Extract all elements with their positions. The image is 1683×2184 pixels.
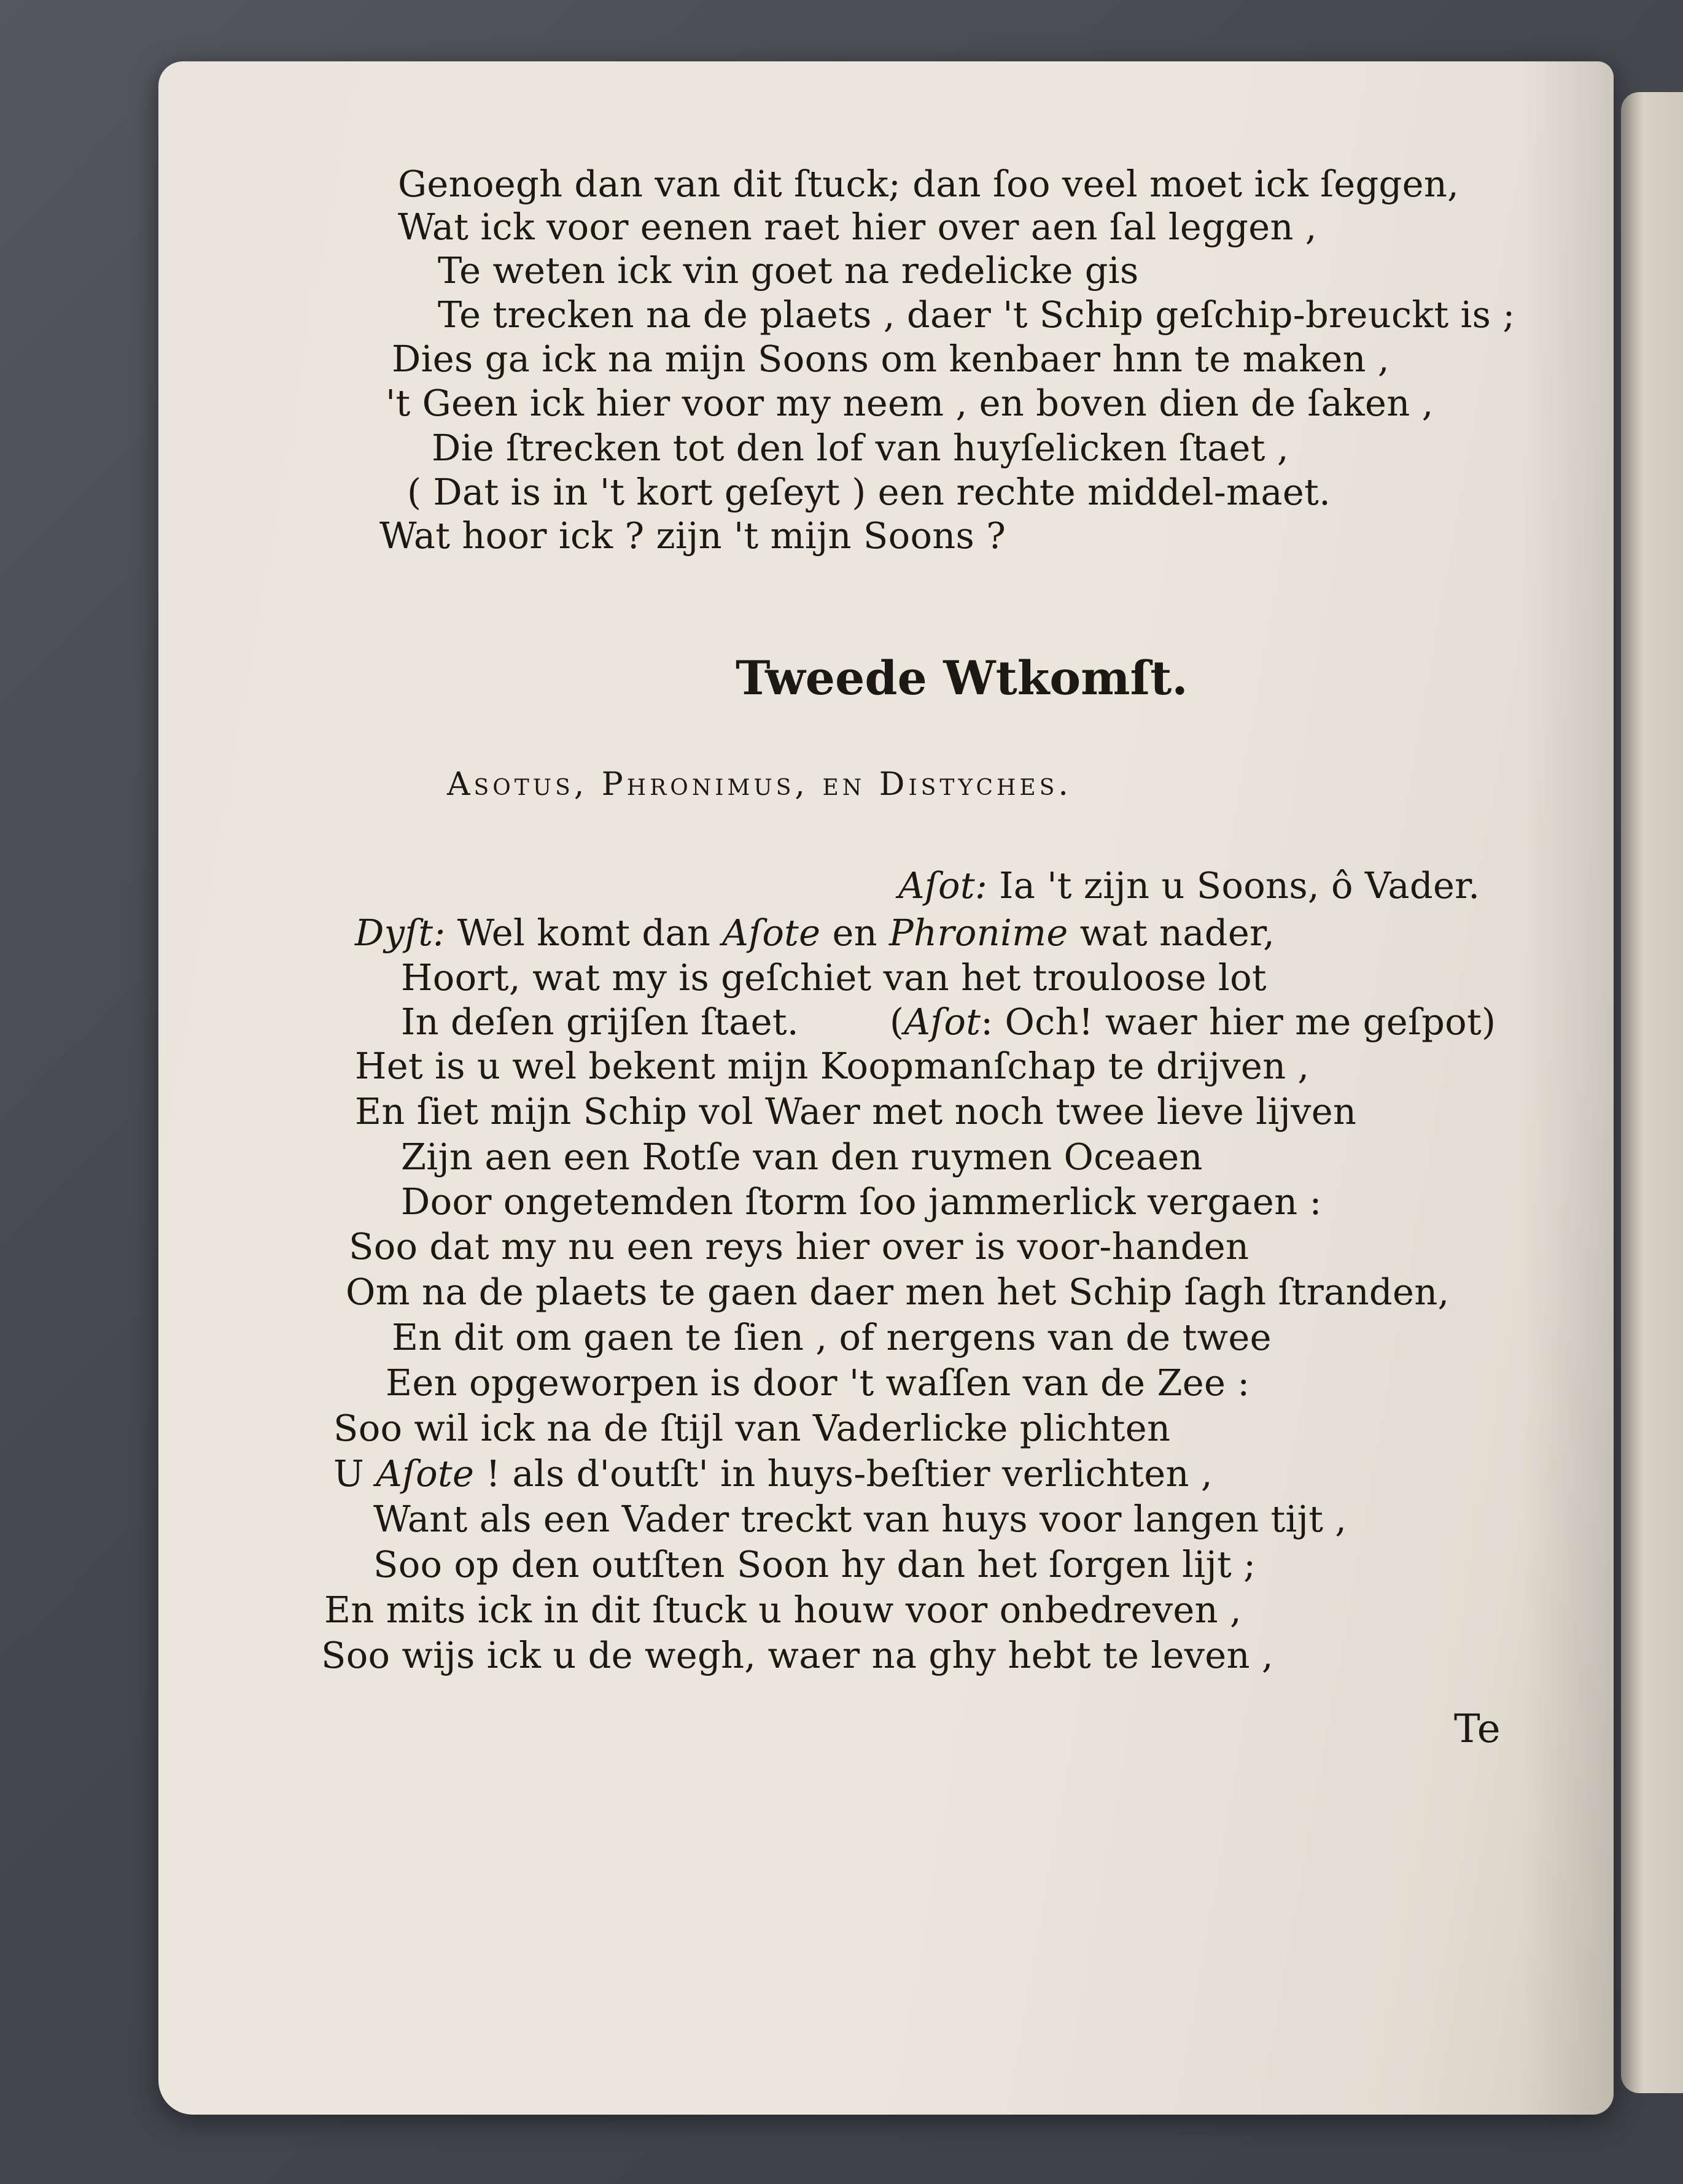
page-text [158,61,1614,2115]
verse-line-with-aside [401,1001,1496,1043]
speech-text: Ia 't zijn u Soons, ô Vader. [999,864,1480,907]
aside-speaker-asot: Aſot [904,1001,981,1043]
speakers-line: Asotus, Phronimus, en Distyches. [447,766,1072,803]
aside-open: ( [890,1001,904,1043]
verse-line: Genoegh dan van dit ſtuck; dan ſoo veel moet ick ſeggen, [398,163,1460,205]
aside-text: : Och! waer hier me geſpot) [981,1001,1496,1043]
book-page [158,61,1614,2115]
verse-line: Wat hoor ick ? zijn 't mijn Soons ? [379,514,1006,557]
dialogue-line-dyst [355,912,1275,954]
verse-line: Soo wil ick na de ſtijl van Vaderlicke plichten [333,1407,1171,1449]
verse-line: En mits ick in dit ſtuck u houw voor onbedreven , [324,1589,1242,1631]
verse-line: Te weten ick vin goet na redelicke gis [438,249,1139,292]
verse-line: Om na de plaets te gaen daer men het Schip ſagh ſtranden, [346,1271,1450,1313]
verse-line: Het is u wel bekent mijn Koopmanſchap te drijven , [355,1045,1310,1087]
verse-line: Die ſtrecken tot den lof van huyſelicken ſtaet , [432,427,1289,469]
verse-line: Een opgeworpen is door 't waſſen van de Zee : [386,1361,1250,1404]
speech-text: U [333,1452,365,1495]
verse-line [333,1452,1213,1495]
name-phronime: Phronime [889,912,1068,954]
scene-heading: Tweede Wtkomſt. [736,651,1188,705]
speech-text: ! als d'outſt' in huys-beſtier verlichten , [486,1452,1213,1495]
verse-line: ( Dat is in 't kort geſeyt ) een rechte middel-maet. [407,471,1331,513]
verse-line: Dies ga ick na mijn Soons om kenbaer hnn te maken , [392,338,1390,380]
name-asote: Aſote [376,1452,475,1495]
verse-line: Soo dat my nu een reys hier over is voor-handen [349,1225,1250,1268]
dialogue-line-asot [898,864,1480,907]
speech-text: Wel komt dan [457,912,711,954]
verse-line: Soo op den outſten Soon hy dan het ſorgen lijt ; [373,1543,1256,1586]
verse-line: Te trecken na de plaets , daer 't Schip geſchip-breuckt is ; [438,293,1515,336]
verse-line: Hoort, wat my is geſchiet van het trouloose lot [401,956,1267,999]
speech-text: en [832,912,877,954]
verse-line: En ſiet mijn Schip vol Waer met noch twee lieve lijven [355,1090,1357,1133]
speaker-asot: Aſot: [898,864,988,907]
facing-page-edge [1621,92,1683,2093]
verse-line: Want als een Vader treckt van huys voor langen tijt , [373,1498,1347,1540]
name-asote: Aſote [722,912,821,954]
verse-line: Wat ick voor eenen raet hier over aen ſal leggen , [398,206,1317,248]
speech-text: wat nader, [1079,912,1275,954]
verse-line: En dit om gaen te ſien , of nergens van de twee [392,1316,1272,1358]
speech-text: In deſen grijſen ſtaet. [401,1001,799,1043]
verse-line: 't Geen ick hier voor my neem , en boven dien de ſaken , [386,382,1434,424]
verse-line: Door ongetemden ſtorm ſoo jammerlick vergaen : [401,1180,1322,1223]
catchword: Te [1454,1706,1501,1752]
verse-line: Zijn aen een Rotſe van den ruymen Oceaen [401,1136,1203,1178]
verse-line: Soo wijs ick u de wegh, waer na ghy hebt te leven , [321,1634,1273,1676]
speaker-dyst: Dyſt: [355,912,446,954]
